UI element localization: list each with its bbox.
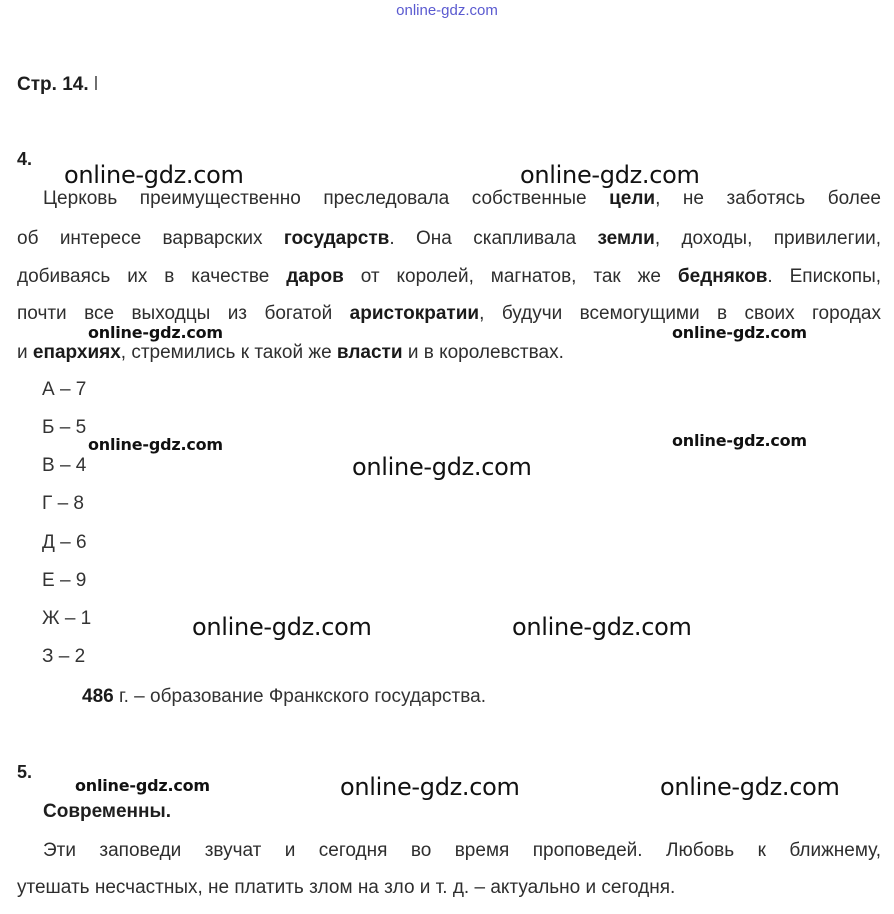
watermark: online-gdz.com xyxy=(340,773,520,801)
title-mark: l xyxy=(93,74,99,95)
text-segment: и xyxy=(17,342,33,363)
paragraph-line: утешать несчастных, не платить злом на зло и т. д. – актуально и сегодня. xyxy=(17,877,676,898)
match-item: Е – 9 xyxy=(42,570,87,591)
watermark: online-gdz.com xyxy=(352,453,532,481)
site-watermark-top: online-gdz.com xyxy=(396,2,498,19)
match-item: Д – 6 xyxy=(42,532,87,553)
match-item: Г – 8 xyxy=(42,493,84,514)
text-segment: почти все выходцы из богатой xyxy=(17,303,350,324)
watermark: online-gdz.com xyxy=(64,161,244,189)
text-segment: . Она скапливала xyxy=(389,228,598,249)
watermark: online-gdz.com xyxy=(512,613,692,641)
bold-term: даров xyxy=(286,266,344,287)
text-segment: , будучи всемогущими в своих городах xyxy=(479,303,881,324)
watermark: online-gdz.com xyxy=(192,613,372,641)
page-title-text: Стр. 14. xyxy=(17,74,89,95)
match-item: В – 4 xyxy=(42,455,87,476)
bold-term: цели xyxy=(609,188,656,209)
watermark: online-gdz.com xyxy=(88,435,223,454)
watermark: online-gdz.com xyxy=(660,773,840,801)
task-5-number: 5. xyxy=(17,762,33,782)
bold-term: аристократии xyxy=(349,303,480,324)
bold-term: государств xyxy=(283,228,390,249)
paragraph-line xyxy=(17,228,881,250)
watermark: online-gdz.com xyxy=(88,323,223,342)
paragraph-line xyxy=(17,303,881,325)
match-item: З – 2 xyxy=(42,646,86,667)
date-answer xyxy=(82,686,486,708)
match-item: А – 7 xyxy=(42,379,87,400)
bold-term: епархиях xyxy=(32,342,121,363)
watermark: online-gdz.com xyxy=(672,323,807,342)
task-5-answer-title: Современны. xyxy=(43,801,172,822)
paragraph-line xyxy=(17,342,564,364)
text-segment: и в королевствах. xyxy=(402,342,564,363)
bold-term: земли xyxy=(597,228,655,249)
text-segment: . Епископы, xyxy=(767,266,881,287)
watermark: online-gdz.com xyxy=(75,776,210,795)
page-title xyxy=(17,74,98,96)
text-segment: добиваясь их в качестве xyxy=(17,266,287,287)
match-item: Б – 5 xyxy=(42,417,87,438)
date-year: 486 xyxy=(82,686,114,707)
match-item: Ж – 1 xyxy=(42,608,92,629)
bold-term: власти xyxy=(336,342,403,363)
task-4-number: 4. xyxy=(17,149,33,169)
text-segment: , стремились к такой же xyxy=(120,342,337,363)
watermark: online-gdz.com xyxy=(672,431,807,450)
bold-term: бедняков xyxy=(677,266,768,287)
text-segment: от королей, магнатов, так же xyxy=(343,266,678,287)
text-segment: Церковь преимущественно преследовала собственные xyxy=(43,188,610,209)
text-segment: об интересе варварских xyxy=(17,228,284,249)
paragraph-line: Эти заповеди звучат и сегодня во время проповедей. Любовь к ближнему, xyxy=(43,840,881,861)
paragraph-line xyxy=(17,266,881,288)
text-segment: , не заботясь более xyxy=(655,188,881,209)
watermark: online-gdz.com xyxy=(520,161,700,189)
paragraph-line xyxy=(43,188,881,210)
text-segment: , доходы, привилегии, xyxy=(654,228,881,249)
date-description: г. – образование Франкского государства. xyxy=(113,686,486,707)
